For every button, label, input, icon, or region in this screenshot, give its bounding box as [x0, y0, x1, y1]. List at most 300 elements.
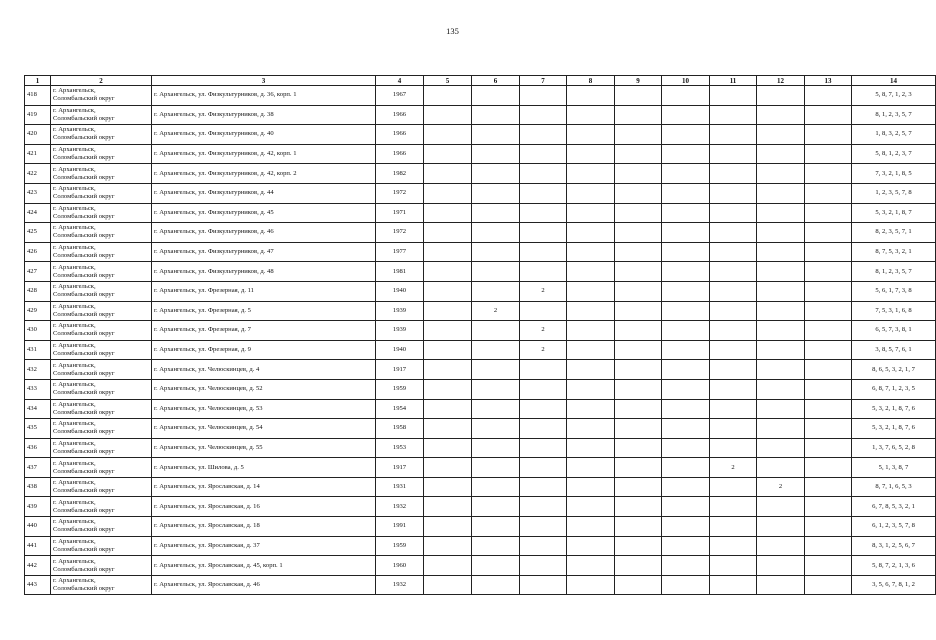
value-cell — [424, 242, 472, 262]
district-name: Соломбальский округ — [53, 154, 115, 162]
address-cell: г. Архангельск, ул. Челюскинцев, д. 54 — [152, 419, 376, 439]
value-cell — [472, 379, 520, 399]
value-cell — [757, 86, 805, 106]
value-cell — [805, 536, 852, 556]
value-cell — [472, 340, 520, 360]
address-cell: г. Архангельск, ул. Челюскинцев, д. 4 — [152, 360, 376, 380]
district-cell — [51, 105, 152, 125]
value-cell — [472, 517, 520, 537]
value-cell — [662, 321, 710, 341]
value-cell — [710, 575, 757, 595]
column-header: 14 — [852, 76, 936, 86]
value-cell — [615, 321, 662, 341]
value-cell — [757, 203, 805, 223]
year-cell: 1967 — [376, 86, 424, 106]
value-cell — [520, 458, 567, 478]
value-cell — [520, 517, 567, 537]
district-city: г. Архангельск, — [53, 479, 96, 487]
value-cell — [472, 86, 520, 106]
value-cell — [424, 556, 472, 576]
value-cell — [615, 262, 662, 282]
row-number: 423 — [25, 183, 51, 203]
year-cell: 1940 — [376, 281, 424, 301]
address-cell: г. Архангельск, ул. Челюскинцев, д. 55 — [152, 438, 376, 458]
value-cell — [662, 399, 710, 419]
district-city: г. Архангельск, — [53, 361, 96, 369]
year-cell: 1954 — [376, 399, 424, 419]
district-name: Соломбальский округ — [53, 526, 115, 534]
codes-cell: 5, 1, 3, 8, 7 — [852, 458, 936, 478]
codes-cell: 8, 1, 2, 3, 5, 7 — [852, 262, 936, 282]
value-cell — [567, 340, 615, 360]
value-cell — [662, 458, 710, 478]
year-cell: 1931 — [376, 477, 424, 497]
value-cell — [520, 419, 567, 439]
row-number: 429 — [25, 301, 51, 321]
value-cell — [615, 497, 662, 517]
district-cell — [51, 556, 152, 576]
address-cell: г. Архангельск, ул. Фрезерная, д. 9 — [152, 340, 376, 360]
year-cell: 1972 — [376, 223, 424, 243]
year-cell: 1966 — [376, 125, 424, 145]
district-city: г. Архангельск, — [53, 106, 96, 114]
value-cell — [805, 340, 852, 360]
value-cell — [567, 242, 615, 262]
value-cell — [662, 86, 710, 106]
value-cell — [662, 360, 710, 380]
codes-cell: 7, 3, 2, 1, 8, 5 — [852, 164, 936, 184]
district-name: Соломбальский округ — [53, 408, 115, 416]
value-cell — [520, 556, 567, 576]
value-cell — [472, 262, 520, 282]
codes-cell: 7, 5, 3, 1, 6, 8 — [852, 301, 936, 321]
district-cell — [51, 183, 152, 203]
row-number: 437 — [25, 458, 51, 478]
value-cell — [710, 203, 757, 223]
district-cell — [51, 223, 152, 243]
address-cell: г. Архангельск, ул. Физкультурников, д. 48 — [152, 262, 376, 282]
district-city: г. Архангельск, — [53, 87, 96, 95]
value-cell — [472, 321, 520, 341]
header-row — [25, 76, 936, 86]
column-header: 5 — [424, 76, 472, 86]
value-cell — [710, 399, 757, 419]
row-number: 432 — [25, 360, 51, 380]
year-cell: 1940 — [376, 340, 424, 360]
value-cell — [615, 517, 662, 537]
district-city: г. Архангельск, — [53, 577, 96, 585]
district-cell — [51, 164, 152, 184]
value-cell — [567, 262, 615, 282]
address-cell: г. Архангельск, ул. Челюскинцев, д. 53 — [152, 399, 376, 419]
value-cell — [805, 144, 852, 164]
value-cell — [615, 379, 662, 399]
value-cell — [615, 360, 662, 380]
value-cell — [710, 536, 757, 556]
table-row — [25, 183, 936, 203]
table-row — [25, 458, 936, 478]
row-number: 443 — [25, 575, 51, 595]
value-cell — [757, 379, 805, 399]
value-cell — [757, 556, 805, 576]
value-cell — [805, 497, 852, 517]
district-name: Соломбальский округ — [53, 271, 115, 279]
value-cell — [567, 497, 615, 517]
address-cell: г. Архангельск, ул. Ярославская, д. 37 — [152, 536, 376, 556]
table-row — [25, 340, 936, 360]
address-cell: г. Архангельск, ул. Ярославская, д. 46 — [152, 575, 376, 595]
value-cell — [472, 575, 520, 595]
address-cell: г. Архангельск, ул. Физкультурников, д. 45 — [152, 203, 376, 223]
value-cell — [472, 242, 520, 262]
value-cell — [710, 183, 757, 203]
row-number: 426 — [25, 242, 51, 262]
column-header: 2 — [51, 76, 152, 86]
table-row — [25, 477, 936, 497]
value-cell — [805, 379, 852, 399]
district-cell — [51, 242, 152, 262]
table-body — [25, 86, 936, 595]
value-cell — [472, 556, 520, 576]
year-cell: 1917 — [376, 360, 424, 380]
value-cell — [567, 105, 615, 125]
codes-cell: 1, 8, 3, 2, 5, 7 — [852, 125, 936, 145]
value-cell — [472, 183, 520, 203]
district-name: Соломбальский округ — [53, 95, 115, 103]
district-name: Соломбальский округ — [53, 565, 115, 573]
value-cell — [520, 262, 567, 282]
value-cell — [710, 125, 757, 145]
value-cell — [472, 223, 520, 243]
column-header: 10 — [662, 76, 710, 86]
value-cell — [615, 242, 662, 262]
value-cell — [757, 262, 805, 282]
value-cell — [615, 164, 662, 184]
table-row — [25, 262, 936, 282]
table-row — [25, 86, 936, 106]
district-city: г. Архангельск, — [53, 439, 96, 447]
value-cell — [424, 360, 472, 380]
value-cell: 2 — [710, 458, 757, 478]
district-cell — [51, 379, 152, 399]
value-cell — [472, 477, 520, 497]
value-cell — [710, 438, 757, 458]
value-cell — [757, 164, 805, 184]
value-cell — [662, 281, 710, 301]
value-cell — [424, 575, 472, 595]
district-cell — [51, 438, 152, 458]
value-cell — [567, 360, 615, 380]
value-cell — [567, 536, 615, 556]
value-cell — [472, 125, 520, 145]
district-name: Соломбальский округ — [53, 506, 115, 514]
value-cell — [472, 536, 520, 556]
value-cell — [757, 281, 805, 301]
codes-cell: 8, 2, 3, 5, 7, 1 — [852, 223, 936, 243]
column-header: 12 — [757, 76, 805, 86]
codes-cell: 5, 8, 7, 1, 2, 3 — [852, 86, 936, 106]
value-cell — [805, 517, 852, 537]
value-cell — [520, 379, 567, 399]
address-cell: г. Архангельск, ул. Физкультурников, д. 40 — [152, 125, 376, 145]
value-cell — [424, 477, 472, 497]
value-cell — [424, 340, 472, 360]
value-cell — [662, 144, 710, 164]
value-cell — [710, 360, 757, 380]
value-cell — [662, 517, 710, 537]
value-cell — [615, 223, 662, 243]
district-city: г. Архангельск, — [53, 557, 96, 565]
value-cell — [615, 458, 662, 478]
value-cell — [710, 477, 757, 497]
value-cell — [662, 419, 710, 439]
value-cell — [662, 242, 710, 262]
district-name: Соломбальский округ — [53, 487, 115, 495]
codes-cell: 3, 5, 6, 7, 8, 1, 2 — [852, 575, 936, 595]
value-cell — [805, 125, 852, 145]
value-cell — [757, 419, 805, 439]
district-name: Соломбальский округ — [53, 389, 115, 397]
value-cell — [615, 419, 662, 439]
value-cell — [615, 438, 662, 458]
value-cell — [615, 144, 662, 164]
value-cell — [805, 399, 852, 419]
value-cell — [805, 86, 852, 106]
value-cell — [710, 144, 757, 164]
column-header: 8 — [567, 76, 615, 86]
value-cell — [757, 517, 805, 537]
value-cell — [805, 419, 852, 439]
year-cell: 1932 — [376, 575, 424, 595]
value-cell — [472, 497, 520, 517]
value-cell — [662, 438, 710, 458]
district-name: Соломбальский округ — [53, 232, 115, 240]
year-cell: 1917 — [376, 458, 424, 478]
value-cell — [757, 125, 805, 145]
value-cell — [567, 125, 615, 145]
value-cell — [520, 497, 567, 517]
value-cell — [710, 340, 757, 360]
district-cell — [51, 517, 152, 537]
district-cell — [51, 477, 152, 497]
table-row — [25, 536, 936, 556]
value-cell — [710, 379, 757, 399]
value-cell — [805, 575, 852, 595]
value-cell — [615, 399, 662, 419]
district-cell — [51, 458, 152, 478]
value-cell — [567, 301, 615, 321]
address-cell: г. Архангельск, ул. Физкультурников, д. 36, корп. 1 — [152, 86, 376, 106]
value-cell — [424, 223, 472, 243]
address-cell: г. Архангельск, ул. Физкультурников, д. 47 — [152, 242, 376, 262]
value-cell — [757, 321, 805, 341]
value-cell — [567, 183, 615, 203]
value-cell — [805, 242, 852, 262]
district-city: г. Архангельск, — [53, 342, 96, 350]
value-cell — [757, 497, 805, 517]
address-cell: г. Архангельск, ул. Фрезерная, д. 11 — [152, 281, 376, 301]
value-cell — [805, 360, 852, 380]
value-cell — [424, 438, 472, 458]
value-cell — [757, 360, 805, 380]
value-cell — [710, 86, 757, 106]
district-cell — [51, 419, 152, 439]
row-number: 427 — [25, 262, 51, 282]
value-cell — [615, 477, 662, 497]
value-cell — [567, 419, 615, 439]
value-cell — [805, 262, 852, 282]
address-cell: г. Архангельск, ул. Ярославская, д. 14 — [152, 477, 376, 497]
table-row — [25, 223, 936, 243]
row-number: 420 — [25, 125, 51, 145]
district-cell — [51, 340, 152, 360]
row-number: 434 — [25, 399, 51, 419]
district-cell — [51, 360, 152, 380]
register-table — [24, 75, 936, 595]
codes-cell: 5, 8, 1, 2, 3, 7 — [852, 144, 936, 164]
value-cell — [710, 497, 757, 517]
address-cell: г. Архангельск, ул. Фрезерная, д. 5 — [152, 301, 376, 321]
table-row — [25, 497, 936, 517]
district-cell — [51, 536, 152, 556]
value-cell — [615, 105, 662, 125]
value-cell — [757, 242, 805, 262]
district-city: г. Архангельск, — [53, 400, 96, 408]
value-cell — [424, 536, 472, 556]
district-name: Соломбальский округ — [53, 114, 115, 122]
value-cell — [424, 379, 472, 399]
value-cell — [567, 477, 615, 497]
value-cell — [472, 144, 520, 164]
value-cell — [567, 203, 615, 223]
year-cell: 1966 — [376, 105, 424, 125]
value-cell — [805, 321, 852, 341]
value-cell — [615, 281, 662, 301]
codes-cell: 5, 8, 7, 2, 1, 3, 6 — [852, 556, 936, 576]
value-cell — [757, 301, 805, 321]
value-cell — [520, 438, 567, 458]
value-cell — [710, 301, 757, 321]
address-cell: г. Архангельск, ул. Физкультурников, д. 42, корп. 2 — [152, 164, 376, 184]
value-cell — [567, 164, 615, 184]
district-city: г. Архангельск, — [53, 302, 96, 310]
district-name: Соломбальский округ — [53, 585, 115, 593]
codes-cell: 6, 1, 2, 3, 5, 7, 8 — [852, 517, 936, 537]
codes-cell: 1, 3, 7, 6, 5, 2, 8 — [852, 438, 936, 458]
value-cell — [615, 536, 662, 556]
codes-cell: 8, 6, 5, 3, 2, 1, 7 — [852, 360, 936, 380]
value-cell — [805, 105, 852, 125]
value-cell — [710, 556, 757, 576]
value-cell — [710, 281, 757, 301]
value-cell — [520, 144, 567, 164]
district-name: Соломбальский округ — [53, 310, 115, 318]
codes-cell: 8, 7, 1, 6, 5, 3 — [852, 477, 936, 497]
value-cell — [424, 497, 472, 517]
value-cell — [520, 203, 567, 223]
row-number: 431 — [25, 340, 51, 360]
table-row — [25, 438, 936, 458]
codes-cell: 1, 2, 3, 5, 7, 8 — [852, 183, 936, 203]
value-cell — [567, 458, 615, 478]
value-cell — [472, 399, 520, 419]
year-cell: 1959 — [376, 536, 424, 556]
value-cell — [662, 556, 710, 576]
value-cell — [424, 203, 472, 223]
value-cell — [615, 203, 662, 223]
value-cell — [757, 183, 805, 203]
value-cell — [710, 262, 757, 282]
district-name: Соломбальский округ — [53, 134, 115, 142]
table-row — [25, 105, 936, 125]
district-city: г. Архангельск, — [53, 537, 96, 545]
district-name: Соломбальский округ — [53, 545, 115, 553]
codes-cell: 8, 1, 2, 3, 5, 7 — [852, 105, 936, 125]
column-header: 1 — [25, 76, 51, 86]
value-cell — [805, 477, 852, 497]
value-cell — [520, 183, 567, 203]
row-number: 436 — [25, 438, 51, 458]
table-row — [25, 575, 936, 595]
district-city: г. Архангельск, — [53, 165, 96, 173]
value-cell — [472, 438, 520, 458]
value-cell — [710, 419, 757, 439]
value-cell — [567, 438, 615, 458]
value-cell — [662, 203, 710, 223]
value-cell — [662, 301, 710, 321]
address-cell: г. Архангельск, ул. Челюскинцев, д. 52 — [152, 379, 376, 399]
value-cell — [520, 86, 567, 106]
district-city: г. Архангельск, — [53, 146, 96, 154]
year-cell: 1939 — [376, 321, 424, 341]
address-cell: г. Архангельск, ул. Физкультурников, д. 42, корп. 1 — [152, 144, 376, 164]
value-cell — [520, 575, 567, 595]
table-row — [25, 379, 936, 399]
row-number: 421 — [25, 144, 51, 164]
year-cell: 1991 — [376, 517, 424, 537]
year-cell: 1960 — [376, 556, 424, 576]
district-city: г. Архангельск, — [53, 185, 96, 193]
district-city: г. Архангельск, — [53, 420, 96, 428]
year-cell: 1966 — [376, 144, 424, 164]
year-cell: 1953 — [376, 438, 424, 458]
value-cell — [567, 281, 615, 301]
value-cell: 2 — [520, 321, 567, 341]
codes-cell: 5, 6, 1, 7, 3, 8 — [852, 281, 936, 301]
value-cell — [662, 536, 710, 556]
value-cell — [757, 536, 805, 556]
row-number: 439 — [25, 497, 51, 517]
value-cell — [710, 242, 757, 262]
value-cell — [472, 458, 520, 478]
value-cell — [757, 223, 805, 243]
district-name: Соломбальский округ — [53, 428, 115, 436]
district-city: г. Архангельск, — [53, 204, 96, 212]
value-cell — [615, 86, 662, 106]
value-cell — [567, 399, 615, 419]
value-cell — [567, 321, 615, 341]
value-cell — [567, 556, 615, 576]
value-cell — [520, 399, 567, 419]
column-header: 11 — [710, 76, 757, 86]
value-cell — [615, 575, 662, 595]
value-cell — [567, 517, 615, 537]
table-row — [25, 164, 936, 184]
district-name: Соломбальский округ — [53, 252, 115, 260]
value-cell — [662, 223, 710, 243]
value-cell — [424, 125, 472, 145]
value-cell — [757, 340, 805, 360]
